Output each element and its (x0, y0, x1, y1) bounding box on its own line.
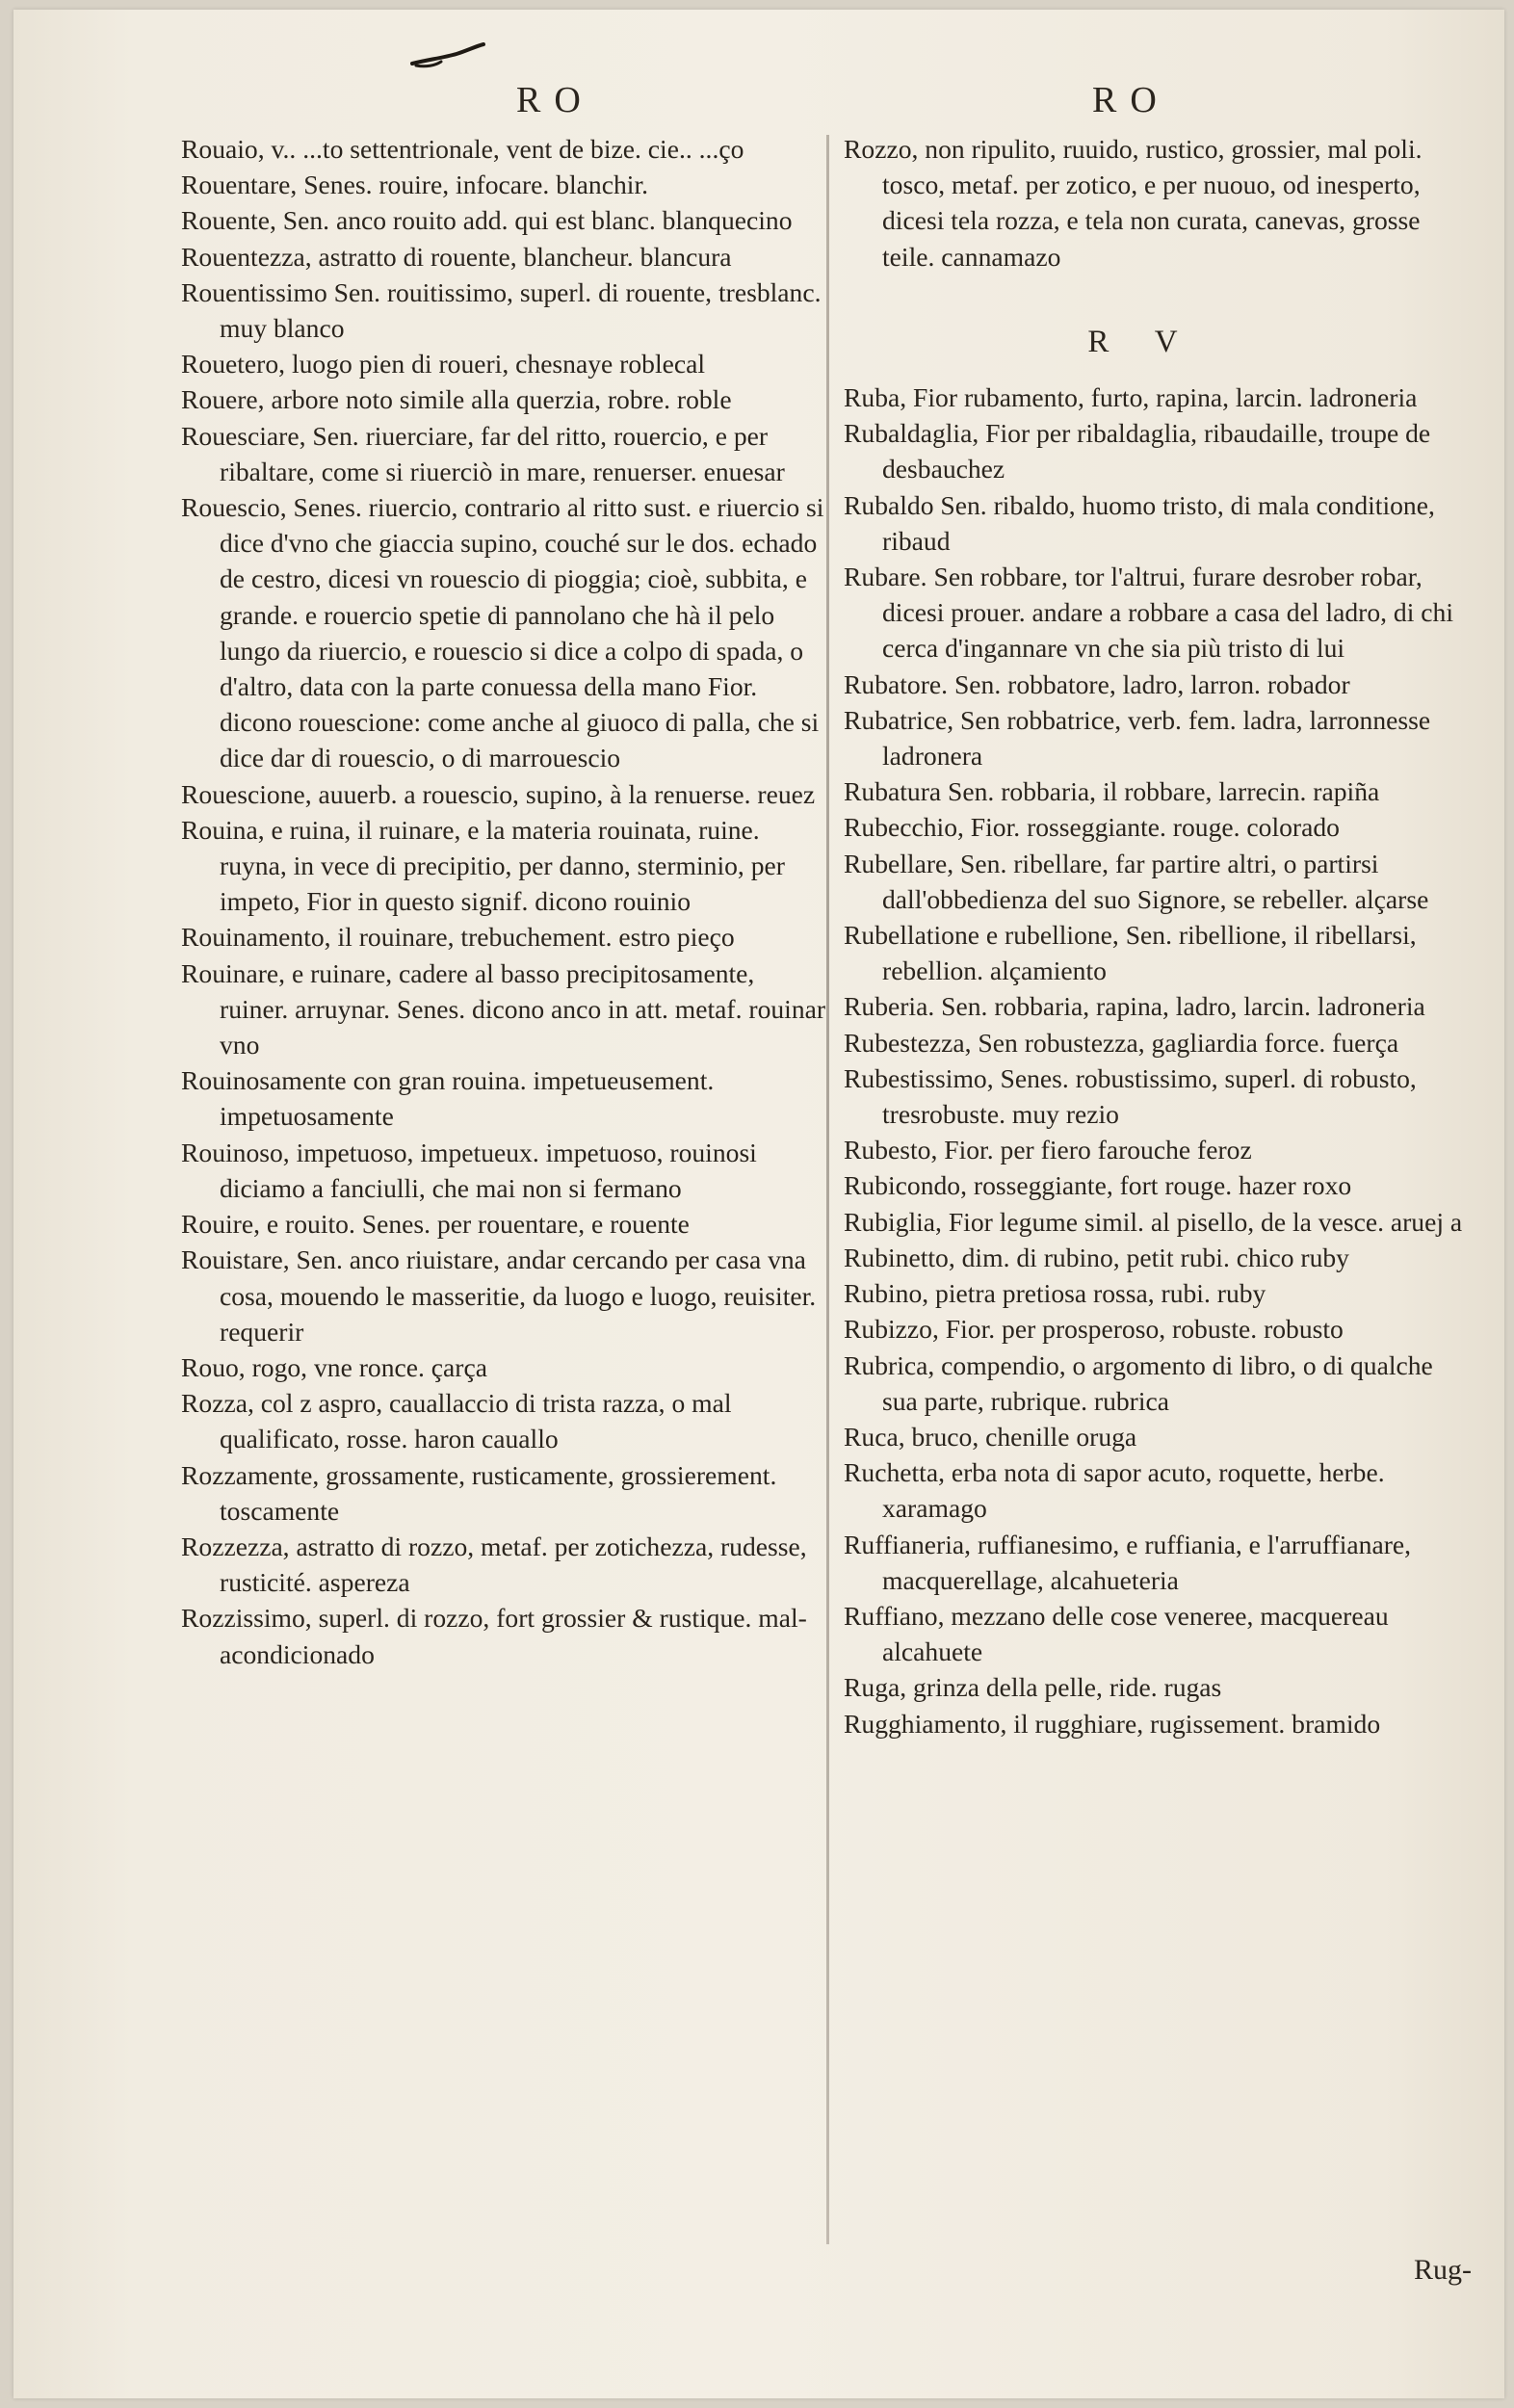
dictionary-entry: Rubiglia, Fior legume simil. al pisello, de la vesce. aruej a (844, 1206, 1463, 1237)
dictionary-entry: Rubellare, Sen. ribellare, far partire altri, o partirsi dall'obbedienza del suo Signore, se rebeller. alçarse (844, 848, 1429, 914)
left-page-header: RO (516, 80, 594, 120)
dictionary-entry: Rubaldaglia, Fior per ribaldaglia, ribaudaille, troupe de desbauchez (844, 418, 1431, 484)
dictionary-entry: Rouescione, auuerb. a rouescio, supino, à la renuerse. reuez (181, 778, 816, 809)
dictionary-entry: Rozzo, non ripulito, ruuido, rustico, grossier, mal poli. tosco, metaf. per zotico, e per nuouo, od inesperto, dicesi tela rozza, e tela non curata, canevas, grosse teile. cannamazo (844, 134, 1423, 272)
dictionary-entry: Ruffiano, mezzano delle cose veneree, macquereau alcahuete (844, 1600, 1389, 1667)
dictionary-entry: Rouinare, e ruinare, cadere al basso precipitosamente, ruiner. arruynar. Senes. dicono anco in att. metaf. rouinar vno (181, 957, 826, 1060)
dictionary-entry: Rozzissimo, superl. di rozzo, fort grossier & rustique. mal-acondicionado (181, 1603, 807, 1669)
right-page-header: RO (1092, 80, 1170, 120)
dictionary-entry: Rouo, rogo, vne ronce. çarça (181, 1351, 487, 1382)
dictionary-entry: Ruffianeria, ruffianesimo, e ruffiania, e l'arruffianare, macquerellage, alcahueteria (844, 1529, 1412, 1595)
dictionary-entry: Rouinosamente con gran rouina. impetueusement. impetuosamente (181, 1065, 715, 1132)
catchword: Rug- (1414, 2254, 1472, 2286)
ink-mark-icon (408, 42, 485, 71)
dictionary-entry: Ruberia. Sen. robbaria, rapina, ladro, larcin. ladroneria (844, 991, 1425, 1022)
dictionary-page (13, 10, 1504, 2398)
dictionary-entry: Rugghiamento, il rugghiare, rugissement. bramido (844, 1708, 1381, 1739)
dictionary-entry: Rubatore. Sen. robbatore, ladro, larron. robador (844, 668, 1350, 699)
dictionary-entry: Ruga, grinza della pelle, ride. rugas (844, 1672, 1222, 1703)
dictionary-entry: Rubare. Sen robbare, tor l'altrui, furare desrober robar, dicesi prouer. andare a robbare a casa del ladro, di chi cerca d'ingannare vn che sia più tristo di lui (844, 562, 1453, 664)
dictionary-entry: Rouinamento, il rouinare, trebuchement. estro pieço (181, 922, 735, 953)
dictionary-entry: Rouaio, v.. ...to settentrionale, vent de bize. cie.. ...ço (181, 134, 744, 164)
section-heading: RV (1087, 324, 1226, 359)
dictionary-entry: Rouere, arbore noto simile alla querzia, robre. roble (181, 384, 732, 415)
left-column (181, 131, 828, 1672)
dictionary-entry: Rubaldo Sen. ribaldo, huomo tristo, di mala conditione, ribaud (844, 489, 1435, 556)
dictionary-entry: Rouentare, Senes. rouire, infocare. blanchir. (181, 170, 649, 200)
dictionary-entry: Rubinetto, dim. di rubino, petit rubi. chico ruby (844, 1242, 1349, 1272)
dictionary-entry: Rouente, Sen. anco rouito add. qui est blanc. blanquecino (181, 205, 793, 236)
right-column (844, 131, 1470, 1741)
dictionary-entry: Ruca, bruco, chenille oruga (844, 1421, 1137, 1452)
dictionary-entry: Rouetero, luogo pien di roueri, chesnaye roblecal (181, 349, 706, 380)
dictionary-entry: Rubizzo, Fior. per prosperoso, robuste. robusto (844, 1314, 1344, 1345)
dictionary-entry: Rubatrice, Sen robbatrice, verb. fem. ladra, larronnesse ladronera (844, 704, 1431, 772)
dictionary-entry: Rubino, pietra pretiosa rossa, rubi. ruby (844, 1278, 1266, 1309)
dictionary-entry: Rouire, e rouito. Senes. per rouentare, e rouente (181, 1209, 690, 1240)
dictionary-entry: Ruba, Fior rubamento, furto, rapina, larcin. ladroneria (844, 382, 1418, 413)
dictionary-entry: Rouentissimo Sen. rouitissimo, superl. di rouente, tresblanc. muy blanco (181, 276, 822, 344)
dictionary-entry: Rozza, col z aspro, cauallaccio di trista razza, o mal qualificato, rosse. haron cauallo (181, 1388, 732, 1454)
dictionary-entry: Rubestezza, Sen robustezza, gagliardia force. fuerça (844, 1027, 1399, 1058)
dictionary-entry: Rubestissimo, Senes. robustissimo, superl. di robusto, tresrobuste. muy rezio (844, 1062, 1417, 1130)
dictionary-entry: Rozzamente, grossamente, rusticamente, grossierement. toscamente (181, 1459, 777, 1526)
dictionary-entry: Rouesciare, Sen. riuerciare, far del ritto, rouercio, e per ribaltare, come si riuerciò in mare, renuerser. enuesar (181, 420, 785, 486)
dictionary-entry: Rouescio, Senes. riuercio, contrario al ritto sust. e riuercio si dice d'vno che giaccia supino, couché sur le dos. echado de cestro, dicesi vn rouescio di pioggia; cioè, subbita, e grande. e rouercio spetie di pannolano che hà il pelo lungo da riuercio, e rouescio si dice a colpo di spada, o d'altro, data con la parte conuessa della mano Fior. dicono rouescione: come anche al giuoco di palla, che si dice dar di rouescio, o di marrouescio (181, 492, 824, 773)
dictionary-entry: Rouistare, Sen. anco riuistare, andar cercando per casa vna cosa, mouendo le masseritie, da luogo e luogo, reuisiter. requerir (181, 1244, 817, 1347)
dictionary-entry: Rubatura Sen. robbaria, il robbare, larrecin. rapiña (844, 776, 1380, 807)
dictionary-entry: Rubecchio, Fior. rosseggiante. rouge. colorado (844, 812, 1340, 843)
dictionary-entry: Rubicondo, rosseggiante, fort rouge. hazer roxo (844, 1170, 1352, 1201)
dictionary-entry: Rubrica, compendio, o argomento di libro, o di qualche sua parte, rubrique. rubrica (844, 1349, 1433, 1416)
dictionary-entry: Rozzezza, astratto di rozzo, metaf. per zotichezza, rudesse, rusticité. aspereza (181, 1531, 807, 1598)
dictionary-entry: Rouina, e ruina, il ruinare, e la materia rouinata, ruine. ruyna, in vece di precipitio, per danno, sterminio, per impeto, Fior in questo signif. dicono rouinio (181, 814, 785, 917)
dictionary-entry: Rubesto, Fior. per fiero farouche feroz (844, 1135, 1252, 1165)
dictionary-entry: Ruchetta, erba nota di sapor acuto, roquette, herbe. xaramago (844, 1457, 1385, 1524)
dictionary-entry: Rouinoso, impetuoso, impetueux. impetuoso, rouinosi diciamo a fanciulli, che mai non si fermano (181, 1137, 757, 1203)
dictionary-entry: Rouentezza, astratto di rouente, blancheur. blancura (181, 241, 732, 272)
dictionary-entry: Rubellatione e rubellione, Sen. ribellione, il ribellarsi, rebellion. alçamiento (844, 920, 1417, 986)
